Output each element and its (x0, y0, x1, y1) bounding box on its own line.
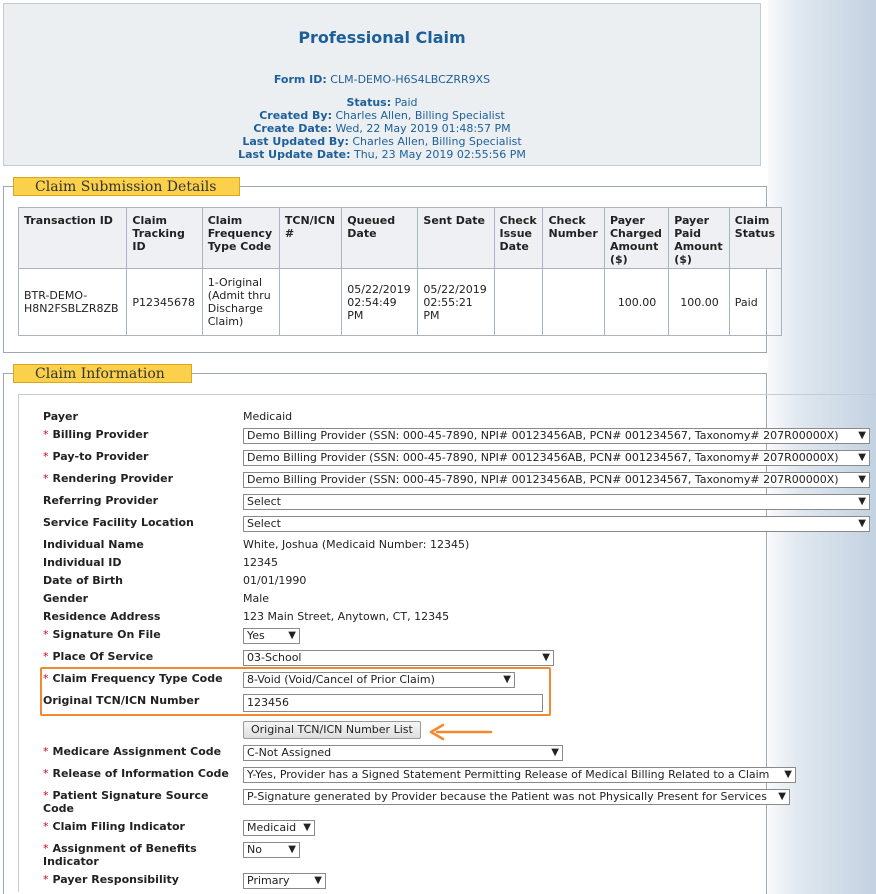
last-update-date-line (4, 148, 760, 161)
create-date-line (4, 122, 760, 135)
required-marker: * (43, 842, 49, 855)
claim-header (3, 3, 761, 166)
dropdown-arrow-icon: ▼ (858, 474, 866, 485)
dob-value: 01/01/1990 (243, 574, 307, 587)
residence-label: Residence Address (43, 610, 161, 623)
residence-value: 123 Main Street, Anytown, CT, 12345 (243, 610, 450, 623)
col-claim-status: Claim Status (729, 208, 781, 269)
assignment-benefits-label: * Assignment of Benefits Indicator (43, 842, 197, 868)
cell-payer-paid: 100.00 (669, 269, 730, 336)
original-tcn-label: Original TCN/ICN Number (43, 694, 200, 707)
required-marker: * (43, 767, 49, 780)
col-claim-tracking-id: Claim Tracking ID (127, 208, 202, 269)
created-by-label: Created By: (259, 109, 332, 122)
required-marker: * (43, 450, 49, 463)
last-update-date-value: Thu, 23 May 2019 02:55:56 PM (353, 148, 526, 161)
required-marker: * (43, 745, 49, 758)
cell-tcn-icn (279, 269, 341, 336)
required-marker: * (43, 820, 49, 833)
required-marker: * (43, 873, 49, 886)
place-of-service-select[interactable]: 03-School ▼ (243, 650, 554, 666)
last-updated-by-label: Last Updated By: (242, 135, 349, 148)
col-payer-paid: Payer Paid Amount ($) (669, 208, 730, 269)
col-check-number: Check Number (543, 208, 604, 269)
required-marker: * (43, 628, 49, 641)
medicare-assignment-label: * Medicare Assignment Code (43, 745, 222, 758)
referring-provider-label: Referring Provider (43, 494, 159, 507)
billing-provider-select[interactable]: Demo Billing Provider (SSN: 000-45-7890, NPI# 00123456AB, PCN# 001234567, Taxonomy# 207R00000X) ▼ (243, 428, 870, 444)
release-info-select[interactable]: Y-Yes, Provider has a Signed Statement Permitting Release of Medical Billing Related to a Claim ▼ (243, 767, 796, 783)
pointer-arrow-icon (427, 722, 493, 742)
dropdown-arrow-icon: ▼ (858, 518, 866, 529)
dropdown-arrow-icon: ▼ (778, 791, 786, 802)
table-row (19, 269, 782, 336)
patient-signature-select[interactable]: P-Signature generated by Provider because the Patient was not Physically Present for Services ▼ (243, 789, 790, 805)
individual-name-value: White, Joshua (Medicaid Number: 12345) (243, 538, 470, 551)
required-marker: * (43, 789, 49, 802)
dropdown-arrow-icon: ▼ (314, 875, 322, 886)
create-date-label: Create Date: (253, 122, 332, 135)
rendering-provider-label: * Rendering Provider (43, 472, 174, 485)
tcn-list-button[interactable]: Original TCN/ICN Number List (243, 721, 421, 739)
required-marker: * (43, 672, 49, 685)
submission-header-row (19, 208, 782, 269)
submission-table (18, 207, 782, 336)
billing-provider-label: * Billing Provider (43, 428, 149, 441)
col-payer-charged: Payer Charged Amount ($) (604, 208, 668, 269)
claim-frequency-label: * Claim Frequency Type Code (43, 672, 223, 685)
form-id-value: CLM-DEMO-H6S4LBCZRR9XS (330, 73, 491, 86)
cell-sent-date: 05/22/2019 02:55:21 PM (418, 269, 494, 336)
place-of-service-label: * Place Of Service (43, 650, 154, 663)
col-tcn-icn: TCN/ICN # (279, 208, 341, 269)
claim-info-legend: Claim Information (13, 364, 192, 383)
service-facility-select[interactable]: Select ▼ (243, 516, 870, 532)
individual-name-label: Individual Name (43, 538, 144, 551)
claim-info-form (18, 394, 876, 892)
form-id-label: Form ID: (273, 73, 327, 86)
gender-value: Male (243, 592, 270, 605)
original-tcn-input[interactable]: 123456 (243, 694, 543, 712)
created-by-value: Charles Allen, Billing Specialist (335, 109, 505, 122)
release-info-label: * Release of Information Code (43, 767, 229, 780)
signature-on-file-select[interactable]: Yes ▼ (243, 628, 300, 644)
create-date-value: Wed, 22 May 2019 01:48:57 PM (335, 122, 511, 135)
last-updated-by-line (4, 135, 760, 148)
service-facility-label: Service Facility Location (43, 516, 194, 529)
claim-filing-label: * Claim Filing Indicator (43, 820, 185, 833)
dropdown-arrow-icon: ▼ (551, 747, 559, 758)
pay-to-provider-label: * Pay-to Provider (43, 450, 149, 463)
last-update-date-label: Last Update Date: (238, 148, 351, 161)
created-by-line (4, 109, 760, 122)
required-marker: * (43, 472, 49, 485)
cell-check-issue-date (494, 269, 543, 336)
payer-responsibility-label: * Payer Responsibility (43, 873, 179, 886)
dropdown-arrow-icon: ▼ (858, 496, 866, 507)
dropdown-arrow-icon: ▼ (858, 430, 866, 441)
status-label: Status: (346, 96, 392, 109)
dropdown-arrow-icon: ▼ (288, 844, 296, 855)
status-line (4, 96, 760, 109)
required-marker: * (43, 650, 49, 663)
cell-check-number (543, 269, 604, 336)
col-check-issue-date: Check Issue Date (494, 208, 543, 269)
rendering-provider-select[interactable]: Demo Billing Provider (SSN: 000-45-7890, NPI# 00123456AB, PCN# 001234567, Taxonomy# 207R00000X) ▼ (243, 472, 870, 488)
assignment-benefits-select[interactable]: No ▼ (243, 842, 300, 858)
last-updated-by-value: Charles Allen, Billing Specialist (352, 135, 522, 148)
col-sent-date: Sent Date (418, 208, 494, 269)
form-id-line (4, 73, 760, 86)
gender-label: Gender (43, 592, 89, 605)
payer-value: Medicaid (243, 410, 293, 423)
individual-id-value: 12345 (243, 556, 278, 569)
dropdown-arrow-icon: ▼ (503, 674, 511, 685)
required-marker: * (43, 428, 49, 441)
dropdown-arrow-icon: ▼ (784, 769, 792, 780)
status-value: Paid (394, 96, 418, 109)
pay-to-provider-select[interactable]: Demo Billing Provider (SSN: 000-45-7890, NPI# 00123456AB, PCN# 001234567, Taxonomy# 207R00000X) ▼ (243, 450, 870, 466)
cell-queued-date: 05/22/2019 02:54:49 PM (342, 269, 418, 336)
col-transaction-id: Transaction ID (19, 208, 127, 269)
cell-transaction-id: BTR-DEMO-H8N2FSBLZR8ZB (19, 269, 127, 336)
dropdown-arrow-icon: ▼ (858, 452, 866, 463)
dob-label: Date of Birth (43, 574, 123, 587)
dropdown-arrow-icon: ▼ (288, 630, 296, 641)
referring-provider-select[interactable]: Select ▼ (243, 494, 870, 510)
medicare-assignment-select[interactable]: C-Not Assigned ▼ (243, 745, 563, 761)
col-queued-date: Queued Date (342, 208, 418, 269)
dropdown-arrow-icon: ▼ (303, 822, 311, 833)
signature-on-file-label: * Signature On File (43, 628, 161, 641)
payer-responsibility-select[interactable]: Primary ▼ (243, 873, 326, 889)
cell-payer-charged: 100.00 (604, 269, 668, 336)
submission-legend: Claim Submission Details (13, 177, 240, 196)
claim-frequency-select[interactable]: 8-Void (Void/Cancel of Prior Claim) ▼ (243, 672, 515, 688)
cell-claim-status: Paid (729, 269, 781, 336)
claim-filing-select[interactable]: Medicaid ▼ (243, 820, 315, 836)
page-title: Professional Claim (298, 28, 466, 47)
patient-signature-label: * Patient Signature Source Code (43, 789, 209, 815)
individual-id-label: Individual ID (43, 556, 122, 569)
cell-claim-tracking-id: P12345678 (127, 269, 202, 336)
dropdown-arrow-icon: ▼ (542, 652, 550, 663)
payer-label: Payer (43, 410, 78, 423)
col-claim-frequency: Claim Frequency Type Code (202, 208, 279, 269)
cell-claim-frequency: 1-Original (Admit thru Discharge Claim) (202, 269, 279, 336)
